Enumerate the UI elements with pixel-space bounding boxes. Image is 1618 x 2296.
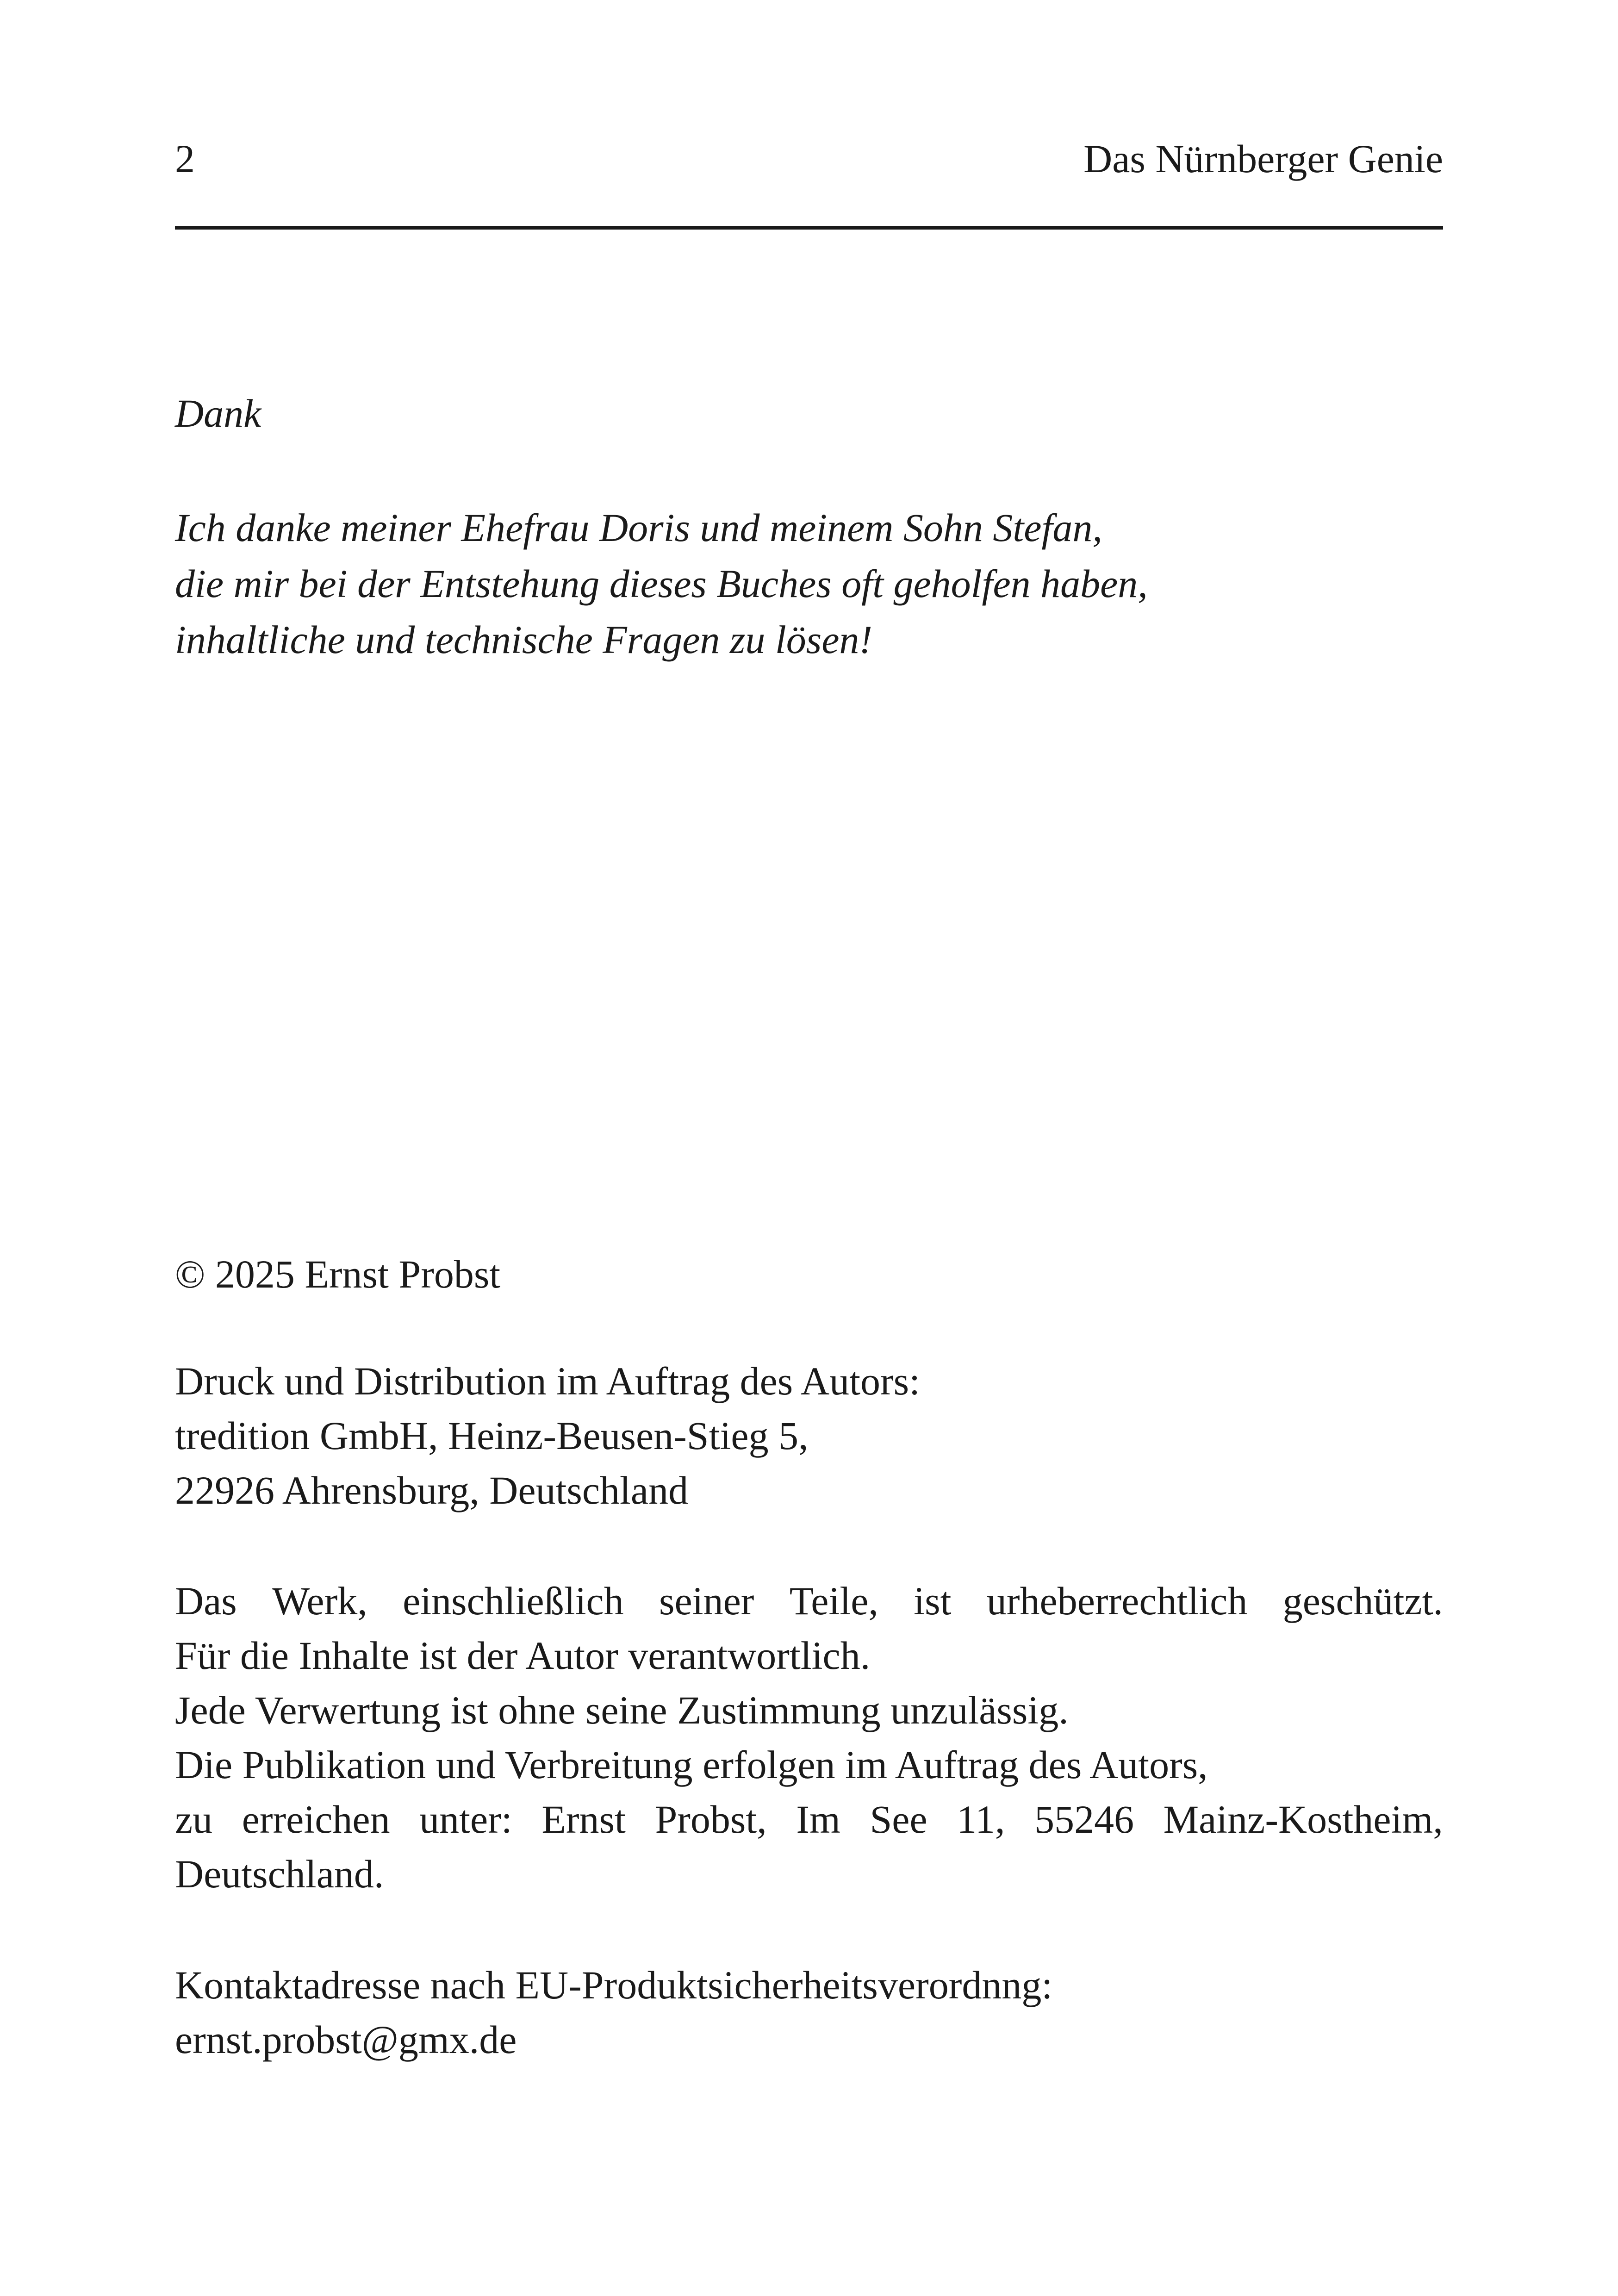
justified-word: zu — [175, 1797, 213, 1842]
contact-info — [175, 1958, 1443, 2067]
dedication-line: inhaltliche und technische Fragen zu lösen! — [175, 617, 873, 662]
justified-word: 11, — [957, 1797, 1005, 1842]
rights-line: Für die Inhalte ist der Autor verantwortlich. — [175, 1633, 871, 1678]
contact-email: ernst.probst@gmx.de — [175, 2017, 517, 2062]
justified-word: Das — [175, 1579, 237, 1623]
printing-info — [175, 1354, 1443, 1518]
justified-word: ist — [914, 1579, 952, 1623]
contact-label: Kontaktadresse nach EU-Produktsicherheitsverordnng: — [175, 1963, 1053, 2007]
justified-word: geschützt. — [1282, 1579, 1443, 1623]
copyright-notice: © 2025 Ernst Probst — [175, 1252, 501, 1296]
justified-word: Werk, — [272, 1579, 367, 1623]
justified-word: Teile, — [789, 1579, 878, 1623]
justified-word: seiner — [659, 1579, 754, 1623]
justified-word: Mainz-Kostheim, — [1163, 1797, 1443, 1842]
justified-word: Im — [796, 1797, 840, 1842]
dedication-line: Ich danke meiner Ehefrau Doris und meinem Sohn Stefan, — [175, 505, 1102, 550]
justified-word: einschließlich — [403, 1579, 624, 1623]
justified-word: unter: — [419, 1797, 512, 1842]
printing-line: tredition GmbH, Heinz-Beusen-Stieg 5, — [175, 1413, 809, 1458]
dedication-line: die mir bei der Entstehung dieses Buches oft geholfen haben, — [175, 561, 1148, 606]
printing-line: 22926 Ahrensburg, Deutschland — [175, 1468, 689, 1512]
dedication-heading: Dank — [175, 391, 261, 436]
rights-line: Die Publikation und Verbreitung erfolgen im Auftrag des Autors, — [175, 1742, 1208, 1787]
header-rule — [175, 226, 1443, 230]
justified-word: Ernst — [541, 1797, 626, 1842]
rights-line: Jede Verwertung ist ohne seine Zustimmung unzulässig. — [175, 1688, 1069, 1732]
justified-word: erreichen — [242, 1797, 390, 1842]
rights-line-justified — [175, 1574, 1443, 1628]
rights-line: Deutschland. — [175, 1852, 384, 1896]
dedication-body — [175, 500, 1286, 668]
rights-notice — [175, 1574, 1443, 1901]
page-number: 2 — [175, 137, 195, 181]
justified-word: 55246 — [1034, 1797, 1134, 1842]
justified-word: See — [870, 1797, 927, 1842]
printing-line: Druck und Distribution im Auftrag des Autors: — [175, 1359, 920, 1403]
running-title: Das Nürnberger Genie — [1083, 137, 1443, 181]
justified-word: Probst, — [655, 1797, 767, 1842]
justified-word: urheberrechtlich — [986, 1579, 1248, 1623]
rights-line-justified — [175, 1792, 1443, 1847]
